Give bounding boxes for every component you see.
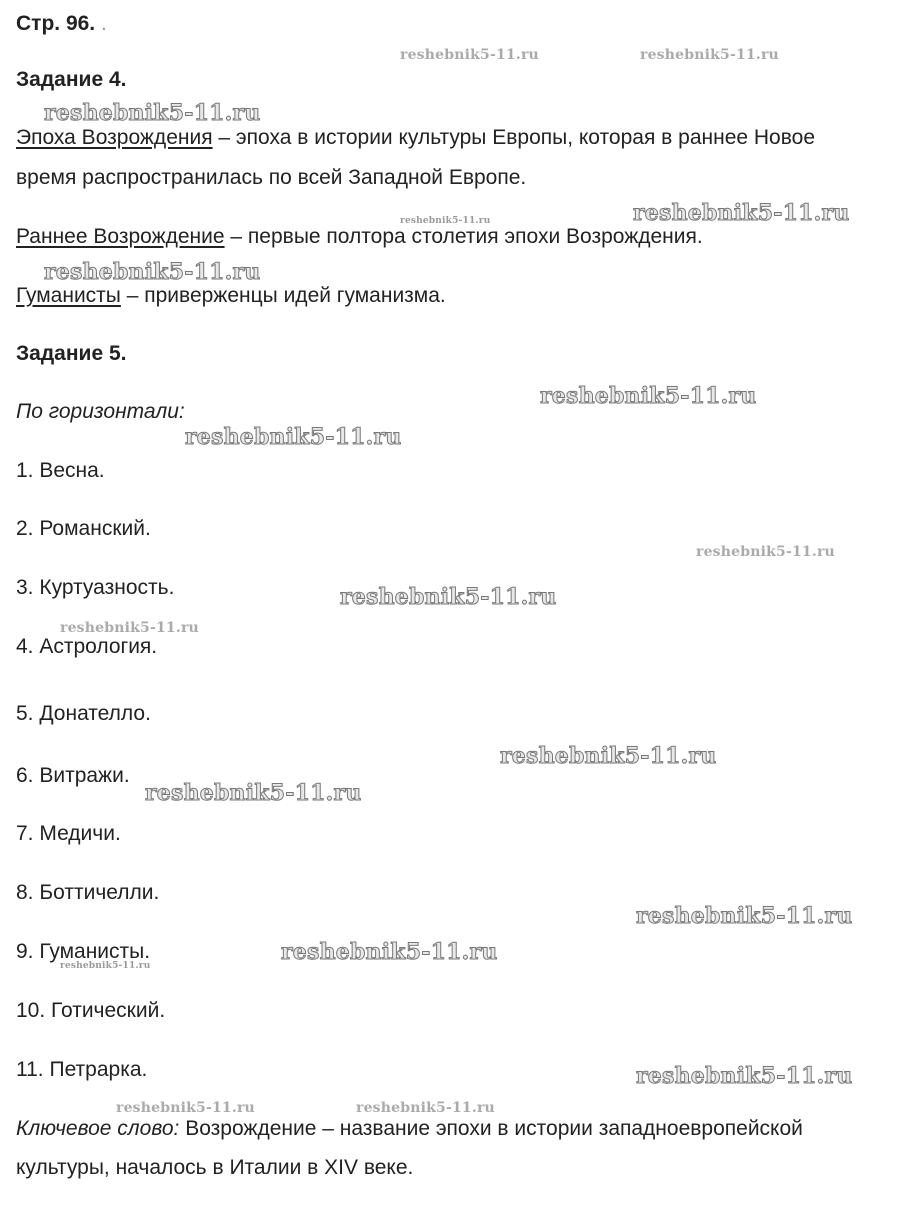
list-item: 3. Куртуазность. xyxy=(16,576,175,599)
watermark: reshebnik5-11.ru xyxy=(500,743,717,769)
keyword-line-cont: культуры, началось в Италии в XIV веке. xyxy=(16,1156,414,1179)
task5-subtitle: По горизонтали: xyxy=(16,400,185,423)
watermark: reshebnik5-11.ru xyxy=(60,961,151,971)
watermark: reshebnik5-11.ru xyxy=(640,47,779,63)
watermark: reshebnik5-11.ru xyxy=(356,1100,495,1116)
watermark: reshebnik5-11.ru xyxy=(145,780,362,806)
list-item: 7. Медичи. xyxy=(16,822,121,845)
list-item: 8. Боттичелли. xyxy=(16,881,160,904)
watermark: reshebnik5-11.ru xyxy=(540,383,757,409)
watermark: reshebnik5-11.ru xyxy=(696,544,835,560)
list-item: 6. Витражи. xyxy=(16,764,130,787)
page-number: Стр. 96. . xyxy=(16,12,107,35)
list-item: 2. Романский. xyxy=(16,517,151,540)
watermark: reshebnik5-11.ru xyxy=(116,1100,255,1116)
watermark: reshebnik5-11.ru xyxy=(340,584,557,610)
list-item: 1. Весна. xyxy=(16,459,105,482)
watermark: reshebnik5-11.ru xyxy=(44,100,261,126)
task4-title: Задание 4. xyxy=(16,68,127,91)
list-item: 9. Гуманисты. xyxy=(16,940,151,963)
watermark: reshebnik5-11.ru xyxy=(185,424,402,450)
list-item: 5. Донателло. xyxy=(16,702,151,725)
term-humanists: Гуманисты xyxy=(16,284,121,307)
watermark: reshebnik5-11.ru xyxy=(636,1063,853,1089)
definition-early-renaissance: Раннее Возрождение – первые полтора столетия эпохи Возрождения. xyxy=(16,225,703,248)
term-early-renaissance: Раннее Возрождение xyxy=(16,225,225,248)
term-renaissance: Эпоха Возрождения xyxy=(16,126,213,149)
watermark: reshebnik5-11.ru xyxy=(44,259,261,285)
keyword-label: Ключевое слово: xyxy=(16,1117,180,1140)
task5-title: Задание 5. xyxy=(16,342,127,365)
watermark: reshebnik5-11.ru xyxy=(281,939,498,965)
watermark: reshebnik5-11.ru xyxy=(633,200,850,226)
list-item: 10. Готический. xyxy=(16,999,166,1022)
definition-humanists: Гуманисты – приверженцы идей гуманизма. xyxy=(16,284,446,307)
list-item: 4. Астрология. xyxy=(16,635,158,658)
definition-renaissance-cont: время распространилась по всей Западной Европе. xyxy=(16,166,527,189)
keyword-line: Ключевое слово: Возрождение – название эпохи в истории западноевропейской xyxy=(16,1117,803,1140)
watermark: reshebnik5-11.ru xyxy=(400,216,491,226)
watermark: reshebnik5-11.ru xyxy=(400,47,539,63)
watermark: reshebnik5-11.ru xyxy=(60,620,199,636)
watermark: reshebnik5-11.ru xyxy=(636,903,853,929)
definition-renaissance: Эпоха Возрождения – эпоха в истории культуры Европы, которая в раннее Новое xyxy=(16,126,816,149)
list-item: 11. Петрарка. xyxy=(16,1058,148,1081)
